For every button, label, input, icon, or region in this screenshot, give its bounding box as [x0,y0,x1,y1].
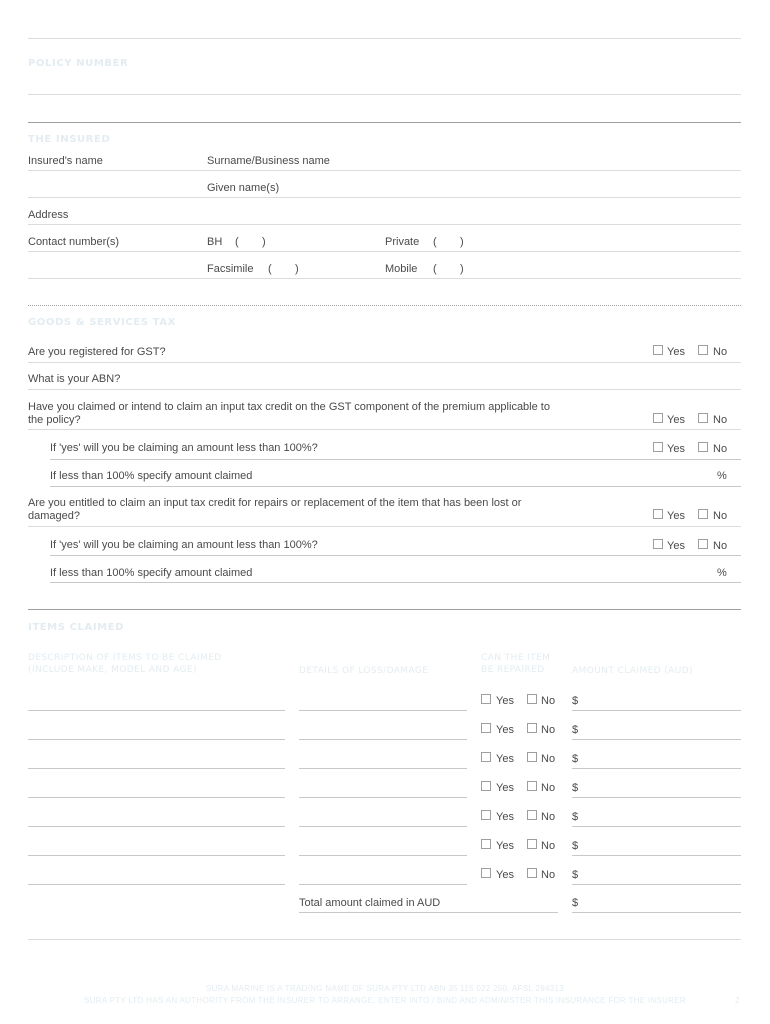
surname-label: Surname/Business name [207,155,330,167]
no-label: No [541,869,556,881]
no-label: No [541,724,556,736]
item-description-field[interactable] [28,768,285,769]
private-paren-open: ( [433,236,437,248]
no-label: No [713,414,728,426]
no-label: No [713,443,728,455]
insured-name-label: Insured's name [28,155,103,167]
abn-field[interactable] [28,389,741,390]
contact-numbers-label: Contact number(s) [28,236,120,248]
currency-sign: $ [572,811,579,823]
less-than-100-question-2: If 'yes' will you be claiming an amount less than 100%? [50,539,318,551]
surname-field[interactable] [28,170,741,171]
no-label: No [541,811,556,823]
currency-sign: $ [572,724,579,736]
item-description-field[interactable] [28,855,285,856]
yes-label: Yes [667,540,685,552]
item-amount-field[interactable] [572,826,741,827]
bh-label: BH [207,236,223,248]
specify-amount-field-2[interactable] [50,582,741,583]
percent-sign: % [717,567,727,579]
item-details-field[interactable] [299,855,467,856]
yes-label: Yes [496,695,514,707]
specify-amount-field[interactable] [50,486,741,487]
repairs-credit-no-checkbox[interactable] [698,509,708,519]
item-repair-no-checkbox[interactable] [527,839,537,849]
specify-amount-label: If less than 100% specify amount claimed [50,470,253,482]
item-details-field[interactable] [299,739,467,740]
item-repair-no-checkbox[interactable] [527,781,537,791]
fax-paren-close: ) [295,263,299,275]
no-label: No [713,540,728,552]
item-repair-yes-checkbox[interactable] [481,694,491,704]
repair-column-header: CAN THE ITEM BE REPAIRED [481,653,551,675]
item-details-field[interactable] [299,797,467,798]
total-amount-label: Total amount claimed in AUD [299,897,441,909]
yes-label: Yes [667,443,685,455]
item-repair-yes-checkbox[interactable] [481,810,491,820]
total-amount-field[interactable] [572,912,741,913]
item-amount-field[interactable] [572,768,741,769]
item-description-field[interactable] [28,797,285,798]
yes-label: Yes [496,840,514,852]
total-currency-sign: $ [572,897,579,909]
details-column-header: DETAILS OF LOSS/DAMAGE [299,666,429,676]
no-label: No [541,782,556,794]
private-paren-close: ) [460,236,464,248]
bh-paren-open: ( [235,236,239,248]
section-divider [28,305,741,306]
item-repair-yes-checkbox[interactable] [481,752,491,762]
item-repair-no-checkbox[interactable] [527,694,537,704]
yes-label: Yes [667,346,685,358]
input-credit-no-checkbox[interactable] [698,413,708,423]
description-column-header: DESCRIPTION OF ITEMS TO BE CLAIMED (INCLUDE MAKE, MODEL AND AGE) [28,653,222,675]
fax-mobile-field[interactable] [28,278,741,279]
abn-question: What is your ABN? [28,373,121,385]
item-amount-field[interactable] [572,739,741,740]
item-amount-field[interactable] [572,884,741,885]
yes-label: Yes [667,414,685,426]
divider [28,429,741,430]
divider [28,939,741,940]
private-label: Private [385,236,420,248]
item-details-field[interactable] [299,768,467,769]
footer-line-2: SURA PTY LTD HAS AN AUTHORITY FROM THE INSURER TO ARRANGE, ENTER INTO / BIND AND ADMINISTER THIS INSURANCE FOR THE INSURER [83,996,687,1005]
divider [50,555,741,556]
bh-paren-close: ) [262,236,266,248]
item-description-field[interactable] [28,739,285,740]
divider [28,362,741,363]
gst-registered-question: Are you registered for GST? [28,346,166,358]
repairs-credit-yes-checkbox[interactable] [653,509,663,519]
no-label: No [541,695,556,707]
item-repair-yes-checkbox[interactable] [481,868,491,878]
no-label: No [713,510,728,522]
gst-registered-no-checkbox[interactable] [698,345,708,355]
divider [28,38,741,39]
currency-sign: $ [572,753,579,765]
less-100-2-no-checkbox[interactable] [698,539,708,549]
gst-registered-yes-checkbox[interactable] [653,345,663,355]
gst-heading: GOODS & SERVICES TAX [28,317,176,328]
item-repair-no-checkbox[interactable] [527,723,537,733]
address-field[interactable] [28,224,741,225]
footer-line-1: SURA MARINE IS A TRADING NAME OF SURA PTY LTD ABN 35 115 022 250, AFSL 294313 [206,984,564,993]
less-100-2-yes-checkbox[interactable] [653,539,663,549]
currency-sign: $ [572,695,579,707]
policy-number-field[interactable] [28,94,741,95]
item-amount-field[interactable] [572,855,741,856]
item-repair-yes-checkbox[interactable] [481,781,491,791]
item-repair-yes-checkbox[interactable] [481,723,491,733]
item-details-field[interactable] [299,826,467,827]
item-amount-field[interactable] [572,710,741,711]
item-repair-no-checkbox[interactable] [527,868,537,878]
yes-label: Yes [496,811,514,823]
items-claimed-heading: ITEMS CLAIMED [28,622,125,633]
item-description-field[interactable] [28,710,285,711]
item-description-field[interactable] [28,826,285,827]
facsimile-label: Facsimile [207,263,254,275]
no-label: No [541,840,556,852]
item-details-field[interactable] [299,710,467,711]
divider [299,912,558,913]
repairs-credit-question: Are you entitled to claim an input tax credit for repairs or replacement of the item that has been lost or damaged? [28,497,522,522]
less-than-100-question: If 'yes' will you be claiming an amount less than 100%? [50,442,318,454]
given-names-label: Given name(s) [207,182,280,194]
currency-sign: $ [572,869,579,881]
divider [50,459,741,460]
contact-field[interactable] [28,251,741,252]
address-label: Address [28,209,69,221]
mobile-paren-close: ) [460,263,464,275]
insured-heading: THE INSURED [28,134,111,145]
input-credit-question: Have you claimed or intend to claim an input tax credit on the GST component of the premium applicable to the policy? [28,401,550,426]
no-label: No [541,753,556,765]
input-credit-yes-checkbox[interactable] [653,413,663,423]
section-divider [28,122,741,123]
item-repair-no-checkbox[interactable] [527,810,537,820]
yes-label: Yes [496,782,514,794]
page-number: 2 [735,996,740,1005]
item-repair-no-checkbox[interactable] [527,752,537,762]
yes-label: Yes [496,869,514,881]
no-label: No [713,346,728,358]
less-100-no-checkbox[interactable] [698,442,708,452]
item-details-field[interactable] [299,884,467,885]
yes-label: Yes [496,753,514,765]
mobile-label: Mobile [385,263,418,275]
item-amount-field[interactable] [572,797,741,798]
policy-number-heading: POLICY NUMBER [28,58,129,69]
currency-sign: $ [572,840,579,852]
specify-amount-label-2: If less than 100% specify amount claimed [50,567,253,579]
yes-label: Yes [667,510,685,522]
amount-column-header: AMOUNT CLAIMED (AUD) [572,666,693,676]
currency-sign: $ [572,782,579,794]
section-divider [28,609,741,610]
less-100-yes-checkbox[interactable] [653,442,663,452]
fax-paren-open: ( [268,263,272,275]
divider [28,526,741,527]
yes-label: Yes [496,724,514,736]
item-repair-yes-checkbox[interactable] [481,839,491,849]
given-names-field[interactable] [28,197,741,198]
percent-sign: % [717,470,727,482]
mobile-paren-open: ( [433,263,437,275]
item-description-field[interactable] [28,884,285,885]
